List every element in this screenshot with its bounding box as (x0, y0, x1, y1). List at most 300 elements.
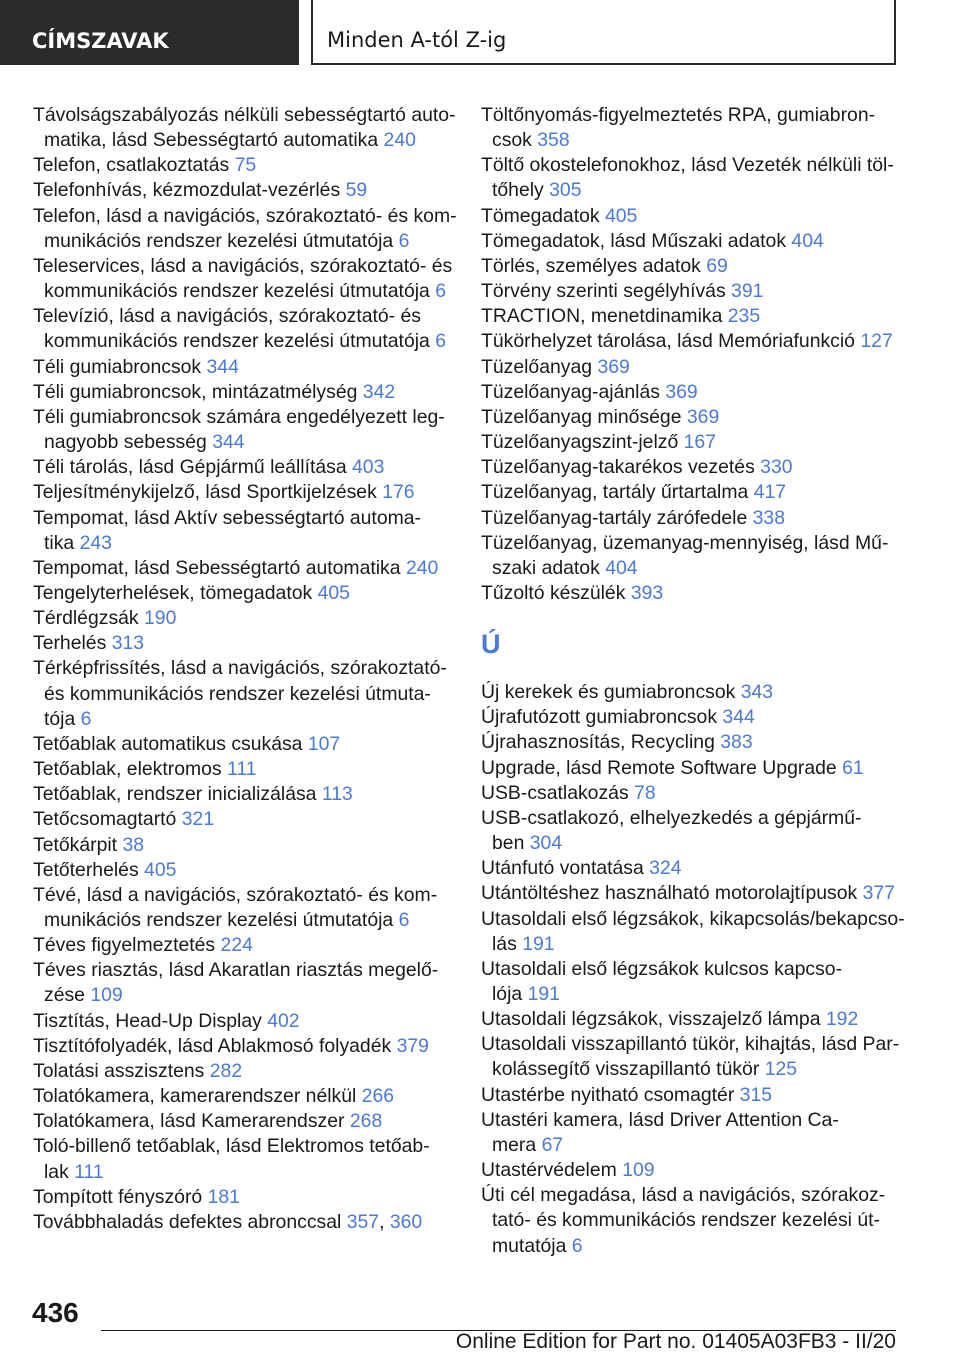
page-reference-link[interactable]: 191 (522, 932, 555, 955)
index-entry-text: Tolatókamera, lásd Kamerarendszer (33, 1110, 345, 1133)
index-entry (481, 581, 896, 606)
index-entry-continuation (33, 707, 451, 732)
index-entry-text: Utánfutó vontatása (481, 857, 644, 880)
page-reference-link[interactable]: 190 (144, 607, 177, 630)
index-entry-term (33, 883, 451, 908)
page-reference-link[interactable]: 113 (321, 783, 353, 806)
index-entry-term (33, 958, 451, 983)
index-entry-continuation (33, 430, 451, 455)
page-reference-link[interactable]: 38 (122, 833, 145, 856)
index-entry-term (481, 531, 896, 556)
index-entry-text: Tüzelőanyag, üzemanyag-mennyiség, lásd Mű- (481, 531, 889, 554)
page-reference-link[interactable]: 404 (791, 229, 824, 252)
index-entry-text: Utastérbe nyitható csomagtér (481, 1083, 735, 1106)
page-reference-link[interactable]: 391 (731, 280, 764, 303)
index-entry-term (33, 254, 451, 279)
index-entry-term (33, 1109, 451, 1134)
index-entry-text: Tompított fényszóró (33, 1185, 203, 1208)
index-entry-text: Téli tárolás, lásd Gépjármű leállítása (33, 456, 347, 479)
index-entry (481, 506, 896, 531)
index-entry (33, 1210, 451, 1235)
page-reference-link[interactable]: 224 (220, 934, 253, 957)
index-entry-text: Telefon, lásd a navigációs, szórakoztató- és kom- (33, 204, 457, 227)
index-entry (481, 1083, 896, 1108)
index-entry-term (481, 455, 896, 480)
index-entry (33, 631, 451, 656)
page-reference-link[interactable]: 176 (382, 481, 415, 504)
page-reference-link[interactable]: 243 (79, 531, 112, 554)
index-entry-text: Téves riasztás, lásd Akaratlan riasztás megelő- (33, 959, 439, 982)
index-entry-text: matika, lásd Sebességtartó automatika (44, 129, 379, 152)
index-group-t (481, 103, 896, 606)
index-column-right (481, 103, 905, 1259)
index-entry (33, 380, 451, 405)
page-reference-link[interactable]: 127 (860, 330, 893, 353)
page-reference-link[interactable]: 405 (317, 581, 350, 604)
index-entry-text: Új kerekek és gumiabroncsok (481, 681, 736, 704)
index-entry (33, 355, 451, 380)
page-reference-link[interactable]: 330 (760, 456, 793, 479)
page-reference-link[interactable]: 403 (352, 456, 385, 479)
index-entry-term (481, 705, 896, 730)
index-entry-text: lak (44, 1160, 69, 1183)
index-entry-text: kommunikációs rendszer kezelési útmutatója (44, 330, 430, 353)
page-reference-link[interactable]: 402 (267, 1009, 300, 1032)
page-reference-link[interactable]: 192 (825, 1008, 859, 1031)
index-entry (481, 405, 896, 430)
index-entry-text: tőhely (492, 179, 544, 202)
page-reference-link[interactable]: 369 (597, 355, 630, 378)
index-entry-text: Telefonhívás, kézmozdulat-vezérlés (33, 179, 341, 202)
index-entry-term (33, 631, 451, 656)
page-reference-link[interactable]: 305 (549, 179, 582, 202)
index-entry-term (481, 405, 896, 430)
index-entry-text: csok (492, 129, 532, 152)
index-entry-continuation (481, 128, 896, 153)
page-reference-link[interactable]: 405 (144, 858, 177, 881)
index-entry (481, 957, 896, 1007)
page-reference-link[interactable]: 404 (605, 556, 638, 579)
index-entry-term (33, 103, 456, 128)
page-reference-link[interactable]: 357 (346, 1210, 380, 1233)
index-entry-term (481, 806, 896, 831)
index-entry-term (33, 506, 451, 531)
index-entry-text: tója (44, 707, 76, 730)
page-reference-link[interactable]: 6 (80, 707, 92, 730)
page-number: 436 (32, 1297, 79, 1328)
letter-heading: Ú (481, 629, 501, 660)
index-entry-continuation (33, 279, 451, 304)
index-entry-term (481, 1158, 896, 1183)
index-entry-term (33, 782, 451, 807)
page-reference-link[interactable]: 240 (383, 129, 416, 152)
index-entry (481, 680, 896, 705)
index-entry (33, 1134, 451, 1184)
page-reference-link[interactable]: 181 (207, 1185, 240, 1208)
page-reference-link[interactable]: 313 (111, 632, 145, 655)
index-entry-text: kommunikációs rendszer kezelési útmutatója (44, 280, 430, 303)
index-entry-term (33, 355, 451, 380)
index-entry-text: Tüzelőanyag-takarékos vezetés (481, 456, 755, 479)
index-entry-text: Utastéri kamera, lásd Driver Attention Ca- (481, 1108, 839, 1131)
page-reference-link[interactable]: 191 (527, 983, 560, 1005)
index-entry-text: zése (44, 984, 85, 1007)
index-entry (33, 556, 451, 581)
index-entry-continuation (33, 329, 451, 354)
index-entry-term (33, 480, 451, 505)
index-entry-continuation (481, 932, 896, 957)
index-entry (481, 229, 896, 254)
index-entry-term (33, 556, 451, 581)
index-entry-text: Téves figyelmeztetés (33, 934, 216, 957)
index-entry-term (481, 329, 896, 354)
page-reference-link[interactable]: 6 (435, 280, 447, 303)
index-entry-continuation (33, 908, 451, 933)
index-entry-text: Téli gumiabroncsok számára engedélyezett leg- (33, 405, 445, 428)
index-entry-term (481, 380, 896, 405)
index-entry-term (33, 1134, 451, 1159)
index-entry-term (481, 756, 896, 781)
index-entry-text: Törlés, személyes adatok (481, 254, 701, 277)
index-entry (33, 757, 451, 782)
subsection-tab: Minden A-tól Z-ig (311, 0, 896, 65)
index-entry-text: Térdlégzsák (33, 607, 139, 630)
index-entry (33, 153, 451, 178)
index-entry-continuation (33, 1160, 451, 1185)
index-entry (481, 756, 896, 781)
index-entry-text: Televízió, lásd a navigációs, szórakoztató- és (33, 305, 422, 328)
index-entry-text: Téli gumiabroncsok, mintázatmélység (33, 380, 358, 403)
index-entry-term (33, 304, 451, 329)
index-entry (33, 455, 451, 480)
index-entry-continuation (33, 229, 451, 254)
index-entry (481, 531, 896, 581)
index-entry-continuation (481, 1057, 896, 1082)
index-entry-term (33, 933, 451, 958)
index-entry-term (33, 178, 451, 203)
index-entry-text: mutatója (492, 1234, 567, 1257)
index-entry-text: Újrafutózott gumiabroncsok (481, 706, 718, 729)
index-entry-term (481, 279, 896, 304)
index-entry (481, 304, 896, 329)
index-entry (481, 806, 896, 856)
index-entry (33, 1109, 451, 1134)
index-entry-text: Tükörhelyzet tárolása, lásd Memóriafunkció (481, 330, 855, 353)
page-reference-link[interactable]: 360 (389, 1210, 423, 1233)
index-entry-text: Teljesítménykijelző, lásd Sportkijelzések (33, 481, 377, 504)
index-entry (481, 204, 896, 229)
index-entry (481, 1032, 900, 1082)
index-entry-term (33, 405, 451, 430)
index-entry-term (481, 480, 896, 505)
index-entry (481, 730, 896, 755)
index-entry-text: Utastérvédelem (481, 1159, 617, 1182)
index-entry-term (481, 1007, 896, 1032)
index-entry-term (481, 304, 896, 329)
index-entry-term (481, 153, 896, 178)
page-reference-link[interactable]: 67 (541, 1133, 564, 1156)
index-entry-term (33, 1059, 451, 1084)
index-entry (481, 254, 896, 279)
index-entry (33, 204, 457, 254)
index-entry-continuation (33, 682, 451, 707)
index-entry-text: Úti cél megadása, lásd a navigációs, szórakoz- (481, 1184, 886, 1207)
index-entry-term (481, 254, 896, 279)
page-reference-link[interactable]: 405 (604, 204, 638, 227)
page-reference-link[interactable]: 393 (630, 581, 664, 604)
page-reference-link[interactable]: 125 (764, 1058, 798, 1081)
index-entry-text: kolássegítő visszapillantó tükör (492, 1058, 760, 1081)
index-entry-text: Terhelés (33, 632, 107, 655)
index-entry-term (481, 581, 896, 606)
index-entry-term (481, 907, 905, 932)
index-entry-term (33, 833, 451, 858)
index-entry (481, 279, 896, 304)
index-entry-term (33, 1009, 451, 1034)
index-entry-text: Törvény szerinti segélyhívás (481, 280, 726, 303)
index-entry (33, 958, 451, 1008)
index-entry-text: nagyobb sebesség (44, 431, 207, 454)
index-entry-term (33, 1084, 451, 1109)
index-entry-text: Távolságszabályozás nélküli sebességtartó auto- (33, 104, 456, 126)
index-entry-text: munikációs rendszer kezelési útmutatója (44, 909, 394, 931)
index-entry-text: és kommunikációs rendszer kezelési útmuta- (44, 682, 431, 705)
index-entry-text: Töltőnyomás-figyelmeztetés RPA, gumiabron- (481, 104, 876, 126)
index-entry-term (481, 355, 896, 380)
index-entry (481, 430, 896, 455)
page-reference-link[interactable]: 6 (398, 909, 410, 931)
index-entry-text: Tüzelőanyagszint-jelző (481, 431, 679, 454)
index-entry-term: Továbbhaladás defektes abronccsal 357, 360 (33, 1210, 423, 1233)
index-entry (481, 1183, 896, 1258)
index-entry (33, 1009, 451, 1034)
index-entry-text: Tempomat, lásd Sebességtartó automatika (33, 556, 401, 579)
index-entry (33, 506, 451, 556)
page-reference-link[interactable]: 342 (362, 380, 396, 403)
page-reference-link[interactable]: 61 (842, 756, 864, 779)
page-reference-link[interactable]: 417 (753, 481, 787, 504)
index-entry (33, 1059, 451, 1084)
index-entry-text: tika (44, 531, 75, 554)
page-reference-link[interactable]: 78 (634, 781, 656, 804)
index-entry (33, 178, 451, 203)
index-entry-continuation (481, 831, 896, 856)
index-entry-term (33, 858, 451, 883)
index-entry-text: Utasoldali első légzsákok kulcsos kapcso- (481, 957, 843, 980)
index-entry-text: mera (492, 1133, 537, 1156)
page-reference-link[interactable]: 343 (740, 681, 774, 704)
page-reference-link[interactable]: 369 (665, 380, 698, 403)
page-reference-link[interactable]: 59 (345, 179, 368, 202)
page-reference-link[interactable]: 109 (90, 984, 123, 1007)
edition-text: Online Edition for Part no. 01405A03FB3 - II/20 (455, 1330, 896, 1353)
page-reference-link[interactable]: 282 (209, 1059, 243, 1082)
index-entry (33, 732, 451, 757)
index-entry-text: munikációs rendszer kezelési útmutatója (44, 229, 394, 252)
index-entry (33, 833, 451, 858)
index-entry-text: Tetőablak automatikus csukása (33, 732, 303, 755)
index-entry (481, 455, 896, 480)
index-entry-term (481, 1083, 896, 1108)
index-entry-text: Utántöltéshez használható motorolajtípusok (481, 882, 858, 905)
index-entry-text: Tüzelőanyag-ajánlás (481, 380, 660, 403)
index-entry-term (33, 581, 451, 606)
page-reference-link[interactable]: 324 (649, 857, 682, 880)
index-entry-continuation (481, 1208, 896, 1233)
index-entry (33, 656, 451, 731)
index-entry-term (33, 807, 451, 832)
page-reference-link[interactable]: 75 (234, 154, 257, 177)
index-entry (33, 883, 451, 933)
index-entry-term (33, 153, 451, 178)
index-entry-text: Töltő okostelefonokhoz, lásd Vezeték nélküli töl- (481, 154, 894, 177)
page-reference-link[interactable]: 240 (405, 556, 439, 579)
index-entry-text: tató- és kommunikációs rendszer kezelési út- (492, 1209, 880, 1232)
index-entry-text: Utasoldali visszapillantó tükör, kihajtás, lásd Par- (481, 1033, 900, 1056)
index-entry-term (33, 606, 451, 631)
index-entry-text: lója (492, 983, 523, 1005)
page-reference-link[interactable]: 268 (349, 1110, 383, 1133)
index-entry-term (481, 781, 896, 806)
index-entry-text: Toló-billenő tetőablak, lásd Elektromos tetőab- (33, 1135, 430, 1158)
index-entry-text: Tolatókamera, kamerarendszer nélkül (33, 1085, 357, 1108)
index-entry (481, 103, 896, 153)
index-entry-text: Tengelyterhelések, tömegadatok (33, 581, 313, 604)
index-column-left (33, 103, 457, 1235)
index-entry-continuation (481, 556, 896, 581)
page-reference-link[interactable]: 383 (720, 731, 753, 754)
page-reference-link[interactable]: 6 (571, 1234, 583, 1257)
index-entry-text: Tetőablak, rendszer inicializálása (33, 783, 317, 806)
index-entry-text: Telefon, csatlakoztatás (33, 154, 230, 177)
index-entry-term (33, 380, 451, 405)
index-entry (481, 480, 896, 505)
index-entry (481, 705, 896, 730)
index-entry (33, 480, 451, 505)
index-entry-text: Tűzoltó készülék (481, 581, 626, 604)
index-entry-text: szaki adatok (492, 556, 600, 579)
index-entry-term (33, 1034, 451, 1059)
index-entry-text: TRACTION, menetdinamika (481, 305, 723, 328)
page-reference-link[interactable]: 6 (398, 229, 410, 252)
page-reference-link[interactable]: 107 (307, 732, 341, 755)
index-entry-term (481, 856, 896, 881)
index-entry-text: Tüzelőanyag, tartály űrtartalma (481, 481, 749, 504)
index-entry (33, 933, 451, 958)
index-entry-text: Upgrade, lásd Remote Software Upgrade (481, 756, 837, 779)
index-entry (33, 858, 451, 883)
page-reference-link[interactable]: 111 (74, 1160, 104, 1183)
page-reference-link[interactable]: 344 (722, 706, 755, 729)
index-entry-term (481, 1108, 896, 1133)
index-entry (33, 304, 451, 354)
page-reference-link[interactable]: 6 (435, 330, 447, 353)
index-entry (481, 881, 896, 906)
index-entry-text: Tüzelőanyag (481, 355, 593, 378)
index-entry-term (33, 757, 451, 782)
index-entry-term (481, 881, 896, 906)
index-entry-text: Tetőcsomagtartó (33, 808, 177, 831)
index-entry-text: Tüzelőanyag-tartály zárófedele (481, 506, 748, 529)
index-entry-continuation (33, 531, 451, 556)
index-entry (33, 103, 456, 153)
page-reference-link[interactable]: 69 (706, 254, 728, 277)
page-reference-link[interactable]: 304 (529, 832, 563, 855)
index-entry-term (481, 1032, 900, 1057)
index-entry (481, 781, 896, 806)
index-entry-term (33, 204, 457, 229)
index-entry-text: lás (492, 932, 517, 955)
index-entry-text: Tetőterhelés (33, 858, 139, 881)
page-reference-link[interactable]: 321 (181, 808, 215, 831)
index-entry (481, 329, 896, 354)
page-reference-link[interactable]: 369 (686, 405, 720, 428)
page-reference-link[interactable]: 109 (622, 1159, 655, 1182)
page-reference-link[interactable]: 111 (227, 758, 257, 781)
index-entry-term (33, 455, 451, 480)
index-entry (481, 355, 896, 380)
index-entry-text: ben (492, 832, 525, 855)
index-entry-text: Teleservices, lásd a navigációs, szórakoztató- és (33, 254, 453, 277)
page-reference-link[interactable]: 167 (683, 431, 716, 454)
index-entry-text: Tisztítás, Head-Up Display (33, 1009, 262, 1032)
index-entry-text: Tetőablak, elektromos (33, 758, 222, 781)
page-reference-link[interactable]: 235 (727, 305, 761, 328)
index-entry-term (481, 957, 896, 982)
index-entry-text: Tempomat, lásd Aktív sebességtartó automa- (33, 506, 422, 529)
page-reference-link[interactable]: 358 (537, 129, 570, 152)
index-entry-text: Tömegadatok, lásd Műszaki adatok (481, 229, 787, 252)
index-entry (33, 1034, 451, 1059)
page-reference-link[interactable]: 344 (212, 431, 245, 454)
index-entry-term (481, 730, 896, 755)
index-entry-text: Tetőkárpit (33, 833, 118, 856)
index-entry-continuation (481, 982, 896, 1007)
index-entry-term (33, 732, 451, 757)
index-entry (33, 782, 451, 807)
index-entry (33, 581, 451, 606)
index-entry-term (481, 680, 896, 705)
index-entry (33, 405, 451, 455)
index-entry-term (481, 430, 896, 455)
index-entry-continuation (33, 983, 451, 1008)
index-entry (481, 1007, 896, 1032)
index-entry-text: Újrahasznosítás, Recycling (481, 731, 715, 754)
index-entry-term (481, 506, 896, 531)
index-entry-text: Tüzelőanyag minősége (481, 405, 682, 428)
index-entry (481, 153, 896, 203)
index-entry-text: Utasoldali első légzsákok, kikapcsolás/bekapcso- (481, 907, 905, 930)
index-entry-term (481, 103, 896, 128)
page-reference-link[interactable]: 344 (206, 355, 239, 378)
index-entry (481, 380, 896, 405)
index-entry-continuation (481, 1234, 896, 1259)
index-entry (33, 1185, 451, 1210)
index-entry (33, 606, 451, 631)
index-entry (33, 807, 451, 832)
index-group-u (481, 680, 905, 1259)
page-reference-link[interactable]: 266 (361, 1085, 395, 1108)
index-entry (33, 254, 451, 304)
page-reference-link[interactable]: 315 (739, 1083, 773, 1106)
section-tab: CÍMSZAVAK (0, 0, 299, 65)
page-reference-link[interactable]: 338 (752, 506, 785, 529)
page-reference-link[interactable]: 379 (396, 1034, 429, 1057)
page-reference-link[interactable]: 377 (862, 882, 895, 905)
index-entry-continuation (33, 128, 451, 153)
index-entry-text: Téli gumiabroncsok (33, 355, 202, 378)
index-entry-text: Tolatási asszisztens (33, 1059, 205, 1082)
